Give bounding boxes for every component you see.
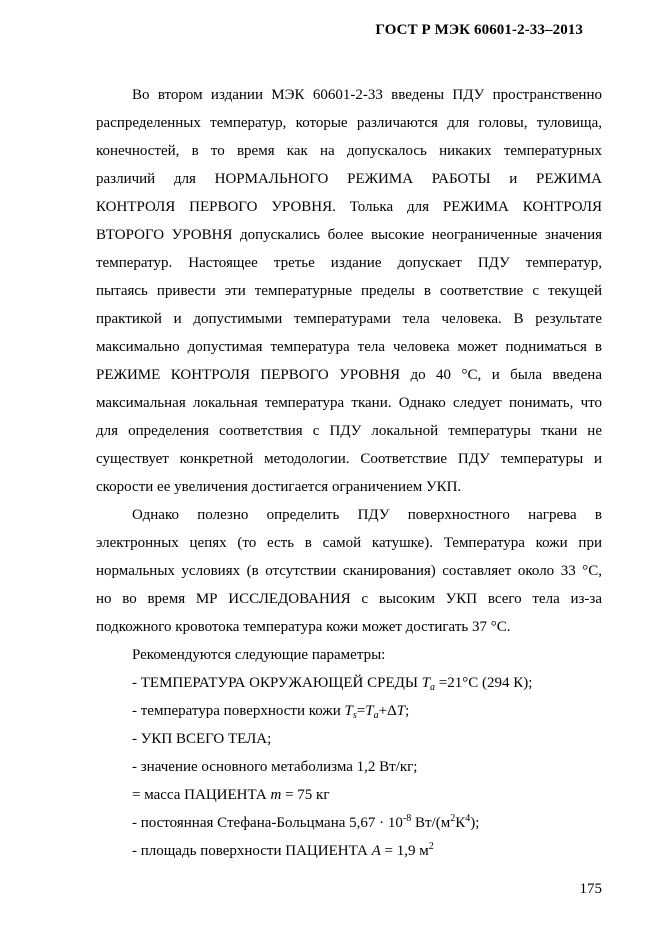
symbol-m: m bbox=[270, 787, 282, 803]
param-mass bbox=[132, 784, 330, 806]
param-value: = 1,9 м bbox=[380, 843, 429, 859]
param-surface-area bbox=[132, 840, 434, 862]
paragraph-1-line: максимально допустимая температура тела человека может подниматься в bbox=[96, 339, 602, 355]
paragraph-1-line: пытаясь привести эти температурные пределы в соответствие с текущей bbox=[96, 283, 602, 299]
subscript-s: s bbox=[352, 710, 357, 721]
paragraph-1-line: конечностей, в то время как на допускалось никаких температурных bbox=[96, 143, 602, 159]
param-value: =21°С (294 К); bbox=[435, 675, 533, 691]
paragraph-1-line: распределенных температур, которые различаются для головы, туловища, bbox=[96, 115, 602, 131]
semicolon: ; bbox=[405, 703, 410, 719]
subscript-a: a bbox=[373, 710, 379, 721]
paragraph-1-line: температур. Настоящее третье издание допускает ПДУ температур, bbox=[96, 255, 602, 271]
exponent: 4 bbox=[465, 813, 471, 824]
paragraph-1-line: существует конкретной методологии. Соответствие ПДУ температуры и bbox=[96, 451, 602, 467]
equals-sign: = bbox=[356, 703, 366, 719]
param-sar: - УКП ВСЕГО ТЕЛА; bbox=[132, 731, 272, 747]
param-skin-temperature bbox=[132, 700, 409, 722]
paragraph-2-line: но во время МР ИССЛЕДОВАНИЯ с высоким УКП всего тела из-за bbox=[96, 591, 602, 607]
param-label: - ТЕМПЕРАТУРА ОКРУЖАЮЩЕЙ СРЕДЫ bbox=[132, 675, 422, 691]
paragraph-1-line: максимальная локальная температура ткани. Однако следует понимать, что bbox=[96, 395, 602, 411]
paragraph-1-line: Во втором издании МЭК 60601-2-33 введены ПДУ пространственно bbox=[132, 87, 602, 103]
param-stefan-boltzmann bbox=[132, 812, 479, 834]
paragraph-1-line: практикой и допустимыми температурами тела человека. В результате bbox=[96, 311, 602, 327]
symbol-t: T bbox=[365, 703, 374, 719]
paragraph-2-line: нормальных условиях (в отсутствии сканирования) составляет около 33 °С, bbox=[96, 563, 602, 579]
exponent: 2 bbox=[428, 841, 434, 852]
symbol-t: T bbox=[396, 703, 406, 719]
document-header: ГОСТ Р МЭК 60601-2-33–2013 bbox=[375, 22, 583, 38]
paragraph-1-line: скорости ее увеличения достигается ограничением УКП. bbox=[96, 479, 462, 495]
symbol-a: A bbox=[371, 843, 381, 859]
symbol-t: T bbox=[344, 703, 353, 719]
param-label: - постоянная Стефана-Больцмана 5,67 · 10 bbox=[132, 815, 403, 831]
params-intro: Рекомендуются следующие параметры: bbox=[132, 647, 386, 663]
paragraph-2-line: подкожного кровотока температура кожи может достигать 37 °С. bbox=[96, 619, 511, 635]
paragraph-1-line: различий для НОРМАЛЬНОГО РЕЖИМА РАБОТЫ и РЕЖИМА bbox=[96, 171, 602, 187]
unit-text: ); bbox=[470, 815, 480, 831]
paragraph-2-line: Однако полезно определить ПДУ поверхностного нагрева в bbox=[132, 507, 602, 523]
param-metabolism: - значение основного метаболизма 1,2 Вт/кг; bbox=[132, 759, 418, 775]
param-label: - площадь поверхности ПАЦИЕНТА bbox=[132, 843, 372, 859]
plus-delta: +Δ bbox=[378, 703, 397, 719]
param-label: - температура поверхности кожи bbox=[132, 703, 345, 719]
subscript-a: a bbox=[430, 682, 436, 693]
page-number: 175 bbox=[579, 881, 602, 897]
symbol-t: T bbox=[421, 675, 431, 691]
unit-text: Вт/(м bbox=[411, 815, 451, 831]
param-value: = 75 кг bbox=[281, 787, 330, 803]
unit-text: К bbox=[455, 815, 466, 831]
paragraph-1-line: для определения соответствия с ПДУ локальной температуры ткани не bbox=[96, 423, 602, 439]
paragraph-1-line: ВТОРОГО УРОВНЯ допускались более высокие неограниченные значения bbox=[96, 227, 602, 243]
exponent: -8 bbox=[402, 813, 412, 824]
paragraph-1-line: РЕЖИМЕ КОНТРОЛЯ ПЕРВОГО УРОВНЯ до 40 °С, и была введена bbox=[96, 367, 602, 383]
paragraph-2-line: электронных цепях (то есть в самой катушке). Температура кожи при bbox=[96, 535, 602, 551]
param-ambient-temperature bbox=[132, 672, 532, 694]
paragraph-1-line: КОНТРОЛЯ ПЕРВОГО УРОВНЯ. Толька для РЕЖИМА КОНТРОЛЯ bbox=[96, 199, 602, 215]
exponent: 2 bbox=[450, 813, 456, 824]
param-label: = масса ПАЦИЕНТА bbox=[132, 787, 271, 803]
